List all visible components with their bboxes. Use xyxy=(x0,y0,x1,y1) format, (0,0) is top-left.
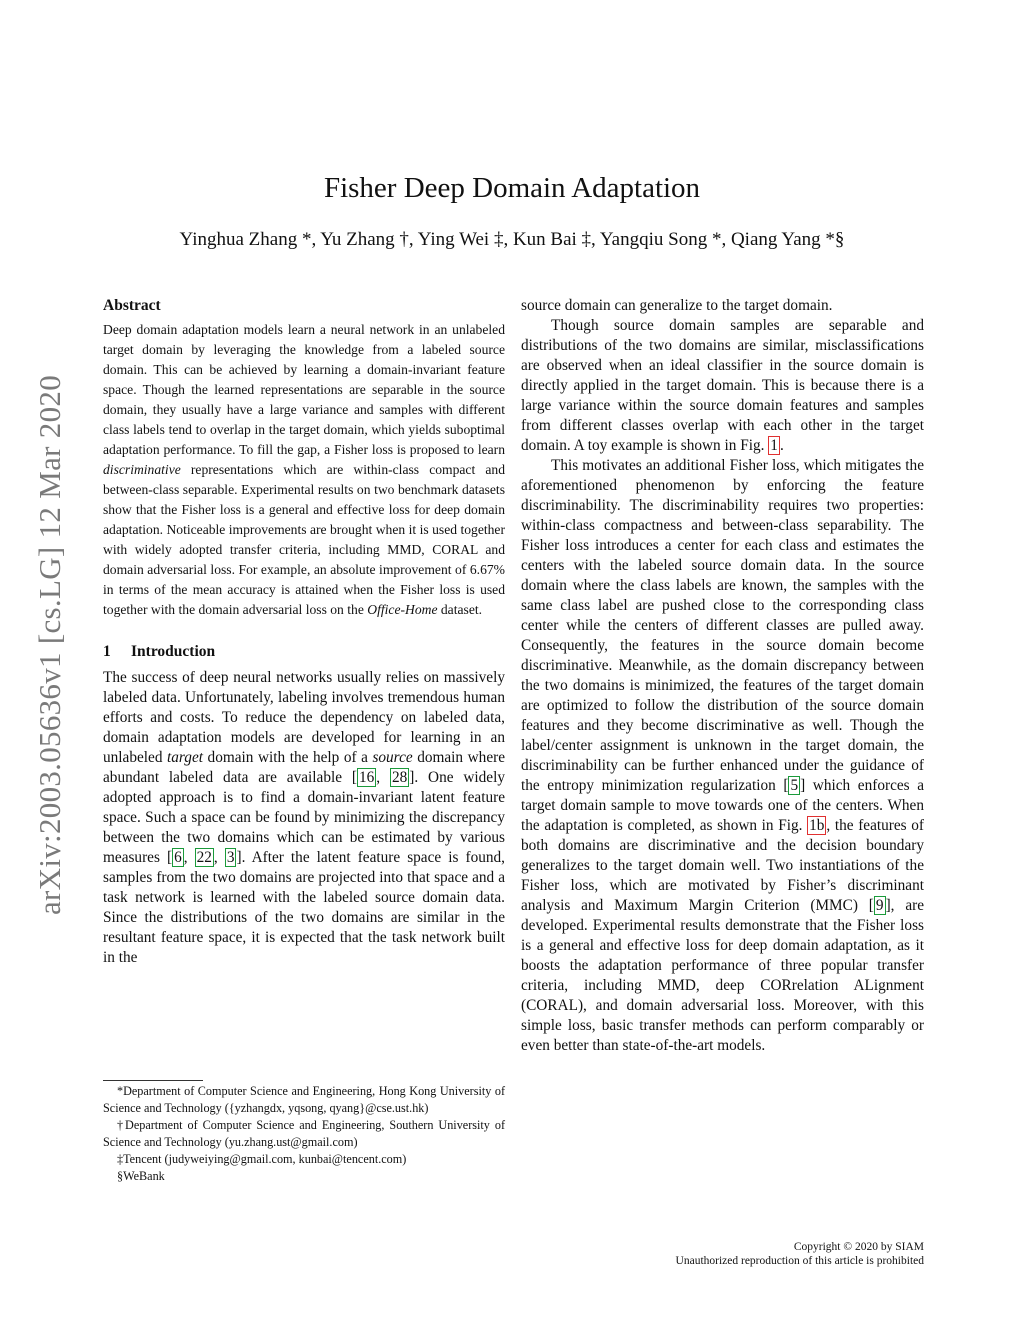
intro-paragraph-1-continued: source domain can generalize to the target domain. xyxy=(521,297,833,314)
arxiv-sidebar-identifier xyxy=(34,345,66,945)
footnote-affiliation-hkust: *Department of Computer Science and Engineering, Hong Kong University of Science and Technology ({yzhangdx, yqsong, qyang}@cse.ust.hk) xyxy=(103,1084,505,1115)
right-column xyxy=(521,296,924,1056)
abstract-heading: Abstract xyxy=(103,297,161,314)
footnote-affiliation-webank: §WeBank xyxy=(117,1169,165,1183)
footnote-affiliation-tencent: ‡Tencent (judyweiying@gmail.com, kunbai@tencent.com) xyxy=(117,1152,407,1166)
author-list: Yinghua Zhang *, Yu Zhang †, Ying Wei ‡, Kun Bai ‡, Yangqiu Song *, Qiang Yang *§ xyxy=(179,229,845,250)
section-heading-introduction: 1 Introduction xyxy=(103,643,216,660)
citation-link[interactable]: 28 xyxy=(391,769,408,786)
copyright-notice xyxy=(676,1240,924,1268)
figure-link[interactable]: 1b xyxy=(809,817,825,834)
citation-link[interactable]: 9 xyxy=(875,897,884,914)
copyright-line: Copyright © 2020 by SIAM xyxy=(793,1241,924,1253)
footnote-divider xyxy=(103,1080,203,1081)
intro-paragraph-2: Though source domain samples are separable and distributions of the two domains are similar, misclassifications are observed when an ideal classifier in the source domain is directly applied in the target domain. This is because there is a large variance within the source domain features and samples from different classes overlap with each other in the target domain. A toy example is shown in Fig. 1 . xyxy=(521,317,924,454)
citation-link[interactable]: 6 xyxy=(174,849,182,866)
left-column xyxy=(103,296,505,968)
arxiv-id-text: arXiv:2003.05636v1 [cs.LG] 12 Mar 2020 xyxy=(32,374,67,916)
footnote-affiliation-sustech: †Department of Computer Science and Engineering, Southern University of Science and Technology (yu.zhang.ust@gmail.com) xyxy=(103,1118,505,1149)
intro-paragraph-1: The success of deep neural networks usually relies on massively labeled data. Unfortunately, labeling involves tremendous human efforts and costs. To reduce the dependency on labeled data, domain adaptation models are developed for learning in an unlabeled target domain with the help of a source domain where abundant labeled data are available [ 16 , 28 ]. One widely adopted approach is to find a domain-invariant latent feature space. Such a space can be found by minimizing the discrepancy between the two domains which can be estimated by various measures [ 6 , 22 , 3 ]. After the latent feature space is found, samples from the two domains are projected into that space and a task network is learned with the labeled source domain data. Since the distributions of the two domains are similar in the resultant feature space, it is expected that the task network built in the xyxy=(103,669,505,966)
citation-link[interactable]: 22 xyxy=(196,849,212,866)
figure-link[interactable]: 1 xyxy=(770,437,778,454)
intro-paragraph-3: This motivates an additional Fisher loss, which mitigates the aforementioned phenomenon by enforcing the feature discriminability. The discriminability requires two properties: within-class compactness and between-class separability. The Fisher loss introduces a center for each class and estimates the centers with the labeled source domain data. In the source domain where the class labels are known, the samples with the same class label are pushed close to the corresponding class center while the centers of different classes are pulled away. Consequently, the features in the source domain become discriminative. Meanwhile, as the domain discrepancy between the two domains is minimized, the features of the target domain are optimized to follow the distribution of the source domain features and they become discriminative as well. Though the label/center assignment is unknown in the target domain, the discriminability can be further enhanced under the guidance of the entropy minimization regularization [ 5 ] which enforces a target domain sample to move towards one of the centers. When the adaptation is completed, as shown in Fig. 1b , the features of both domains are discriminative and the decision boundary generalizes to the target domain well. Two instantiations of the Fisher loss, which are motivated by Fisher’s discriminant analysis and Maximum Margin Criterion (MMC) [ 9 ], are developed. Experimental results demonstrate that the Fisher loss is a general and effective loss for deep domain adaptation, as it boosts the adaptation performance of three popular transfer criteria, including MMD, deep CORrelation ALignment (CORAL), and domain adversarial loss. Moreover, with this simple loss, basic transfer methods can perform comparably or even better than state-of-the-art models. xyxy=(521,457,925,1054)
footnotes xyxy=(103,1083,505,1185)
citation-link[interactable]: 5 xyxy=(790,777,799,794)
reproduction-notice: Unauthorized reproduction of this article is prohibited xyxy=(675,1255,924,1267)
citation-link[interactable]: 16 xyxy=(358,769,375,786)
citation-link[interactable]: 3 xyxy=(226,849,235,866)
abstract-text: Deep domain adaptation models learn a neural network in an unlabeled target domain by leveraging the knowledge from a labeled source domain. This can be achieved by learning a domain-invariant feature space. Though the learned representations are separable in the source domain, they usually have a large variance and samples with different class labels tend to overlap in the target domain, which yields suboptimal adaptation performance. To fill the gap, a Fisher loss is proposed to learn discriminative representations which are within-class compact and between-class separable. Experimental results on two benchmark datasets show that the Fisher loss is a general and effective loss for deep domain adaptation. Noticeable improvements are brought when it is used together with widely adopted transfer criteria, including MMD, CORAL and domain adversarial loss. For example, an absolute improvement of 6.67% in terms of the mean accuracy is attained when the Fisher loss is used together with the domain adversarial loss on the Office-Home dataset. xyxy=(103,322,505,617)
paper-title: Fisher Deep Domain Adaptation xyxy=(323,172,701,204)
